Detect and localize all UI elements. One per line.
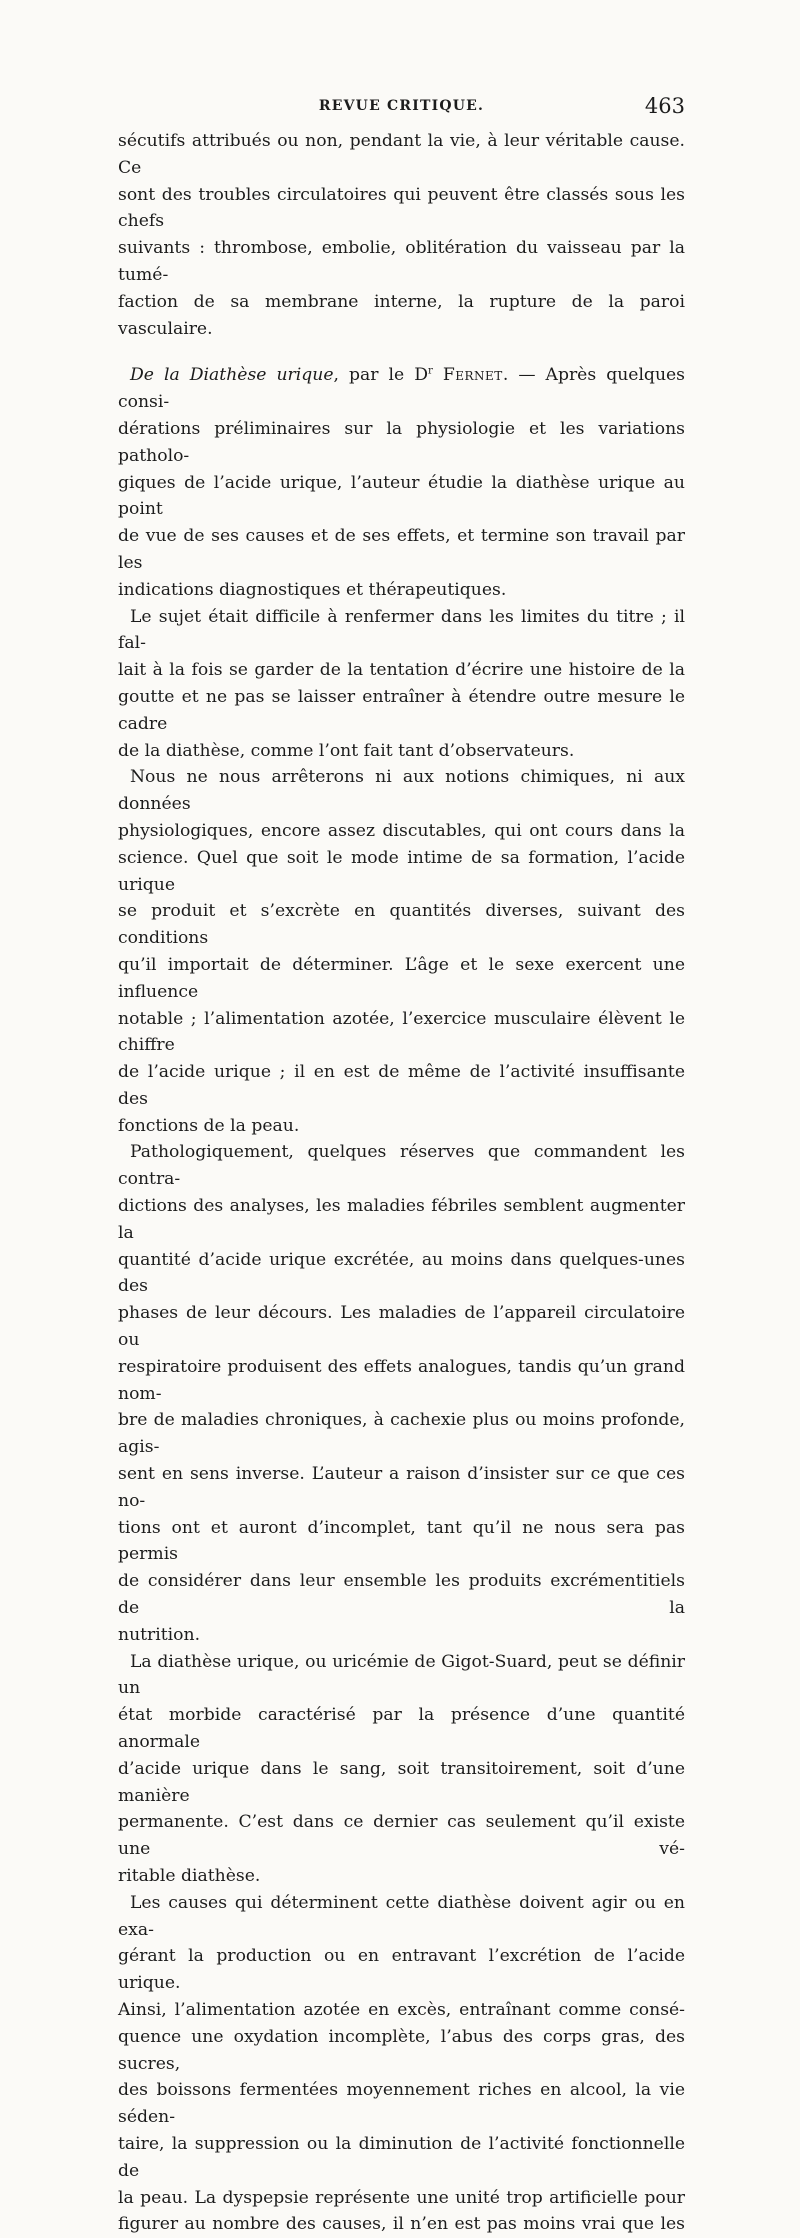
text-line: bre de maladies chroniques, à cachexie plus ou moins profonde, agis- xyxy=(118,1410,685,1458)
text-line: dictions des analyses, les maladies fébriles semblent augmenter la xyxy=(118,1196,685,1243)
text-line: fonctions de la peau. xyxy=(118,1115,300,1136)
text-line: indications diagnostiques et thérapeutiques. xyxy=(118,579,507,600)
running-title: REVUE CRITIQUE. xyxy=(318,98,485,114)
text-line: ritable diathèse. xyxy=(118,1866,261,1886)
text-line: permanente. C’est dans ce dernier cas seulement qu’il existe une vé- xyxy=(118,1812,685,1860)
text-line: d’acide urique dans le sang, soit transitoirement, soit d’une manière xyxy=(118,1758,685,1806)
text-line: état morbide caractérisé par la présence d’une quantité anormale xyxy=(118,1705,685,1753)
text-line: qu’il importait de déterminer. L’âge et le sexe exercent une influence xyxy=(118,954,685,1002)
text-line: de considérer dans leur ensemble les produits excrémentitiels de la xyxy=(118,1571,685,1619)
text-line: Nous ne nous arrêterons ni aux notions chimiques, ni aux données xyxy=(118,767,685,815)
text-line: faction de sa membrane interne, la rupture de la paroi vasculaire. xyxy=(118,291,685,339)
text-line: sont des troubles circulatoires qui peuvent être classés sous les chefs xyxy=(118,184,685,232)
heading-sup: r xyxy=(428,365,433,377)
running-head xyxy=(118,94,685,124)
section-title: De la Diathèse urique xyxy=(130,365,334,386)
author-name: Fernet xyxy=(442,365,503,386)
text-line: Pathologiquement, quelques réserves que commandent les contra- xyxy=(118,1142,685,1190)
heading-rest: . — Après quelques consi- xyxy=(118,365,686,413)
text-line: des boissons fermentées moyennement riches en alcool, la vie séden- xyxy=(118,2080,685,2128)
text-line: la peau. La dyspepsie représente une unité trop artificielle pour xyxy=(118,2187,685,2208)
text-line: Les causes qui déterminent cette diathèse doivent agir ou en exa- xyxy=(118,1892,685,1940)
text-line: nutrition. xyxy=(118,1624,201,1645)
text-line: Le sujet était difficile à renfermer dans les limites du titre ; il fal- xyxy=(118,606,685,654)
text-line: phases de leur décours. Les maladies de l’appareil circulatoire ou xyxy=(118,1303,685,1351)
body-text xyxy=(118,128,685,2238)
text-line: dérations préliminaires sur la physiologie et les variations patholo- xyxy=(118,418,685,466)
text-line: quantité d’acide urique excrétée, au moins dans quelques-unes des xyxy=(118,1249,685,1297)
text-line: de la diathèse, comme l’ont fait tant d’observateurs. xyxy=(118,740,575,761)
text-line: suivants : thrombose, embolie, oblitération du vaisseau par la tumé- xyxy=(118,238,685,285)
text-line: sent en sens inverse. L’auteur a raison d’insister sur ce que ces no- xyxy=(118,1464,685,1511)
text-line: de vue de ses causes et de ses effets, et termine son travail par les xyxy=(118,526,685,573)
section-heading-line xyxy=(118,362,685,416)
text-line: giques de l’acide urique, l’auteur étudie la diathèse urique au point xyxy=(118,472,685,520)
text-line: sécutifs attribués ou non, pendant la vie, à leur véritable cause. Ce xyxy=(118,131,685,178)
heading-text: , par le D xyxy=(333,365,428,386)
text-line: La diathèse urique, ou uricémie de Gigot-Suard, peut se définir un xyxy=(118,1651,685,1699)
page-number: 463 xyxy=(644,94,685,118)
text-line: science. Quel que soit le mode intime de sa formation, l’acide urique xyxy=(118,847,685,895)
text-line: gérant la production ou en entravant l’excrétion de l’acide urique. xyxy=(118,1946,685,1994)
text-line: notable ; l’alimentation azotée, l’exercice musculaire élèvent le chiffre xyxy=(118,1008,685,1056)
text-line: lait à la fois se garder de la tentation d’écrire une histoire de la xyxy=(118,660,685,681)
text-line: tions ont et auront d’incomplet, tant qu’il ne nous sera pas permis xyxy=(118,1517,685,1565)
text-line: goutte et ne pas se laisser entraîner à étendre outre mesure le cadre xyxy=(118,686,685,734)
text-line: figurer au nombre des causes, il n’en est pas moins vrai que les xyxy=(118,2214,685,2235)
text-line: physiologiques, encore assez discutables, qui ont cours dans la xyxy=(118,820,685,841)
text-line: quence une oxydation incomplète, l’abus des corps gras, des sucres, xyxy=(118,2026,685,2074)
text-line: taire, la suppression ou la diminution de l’activité fonctionnelle de xyxy=(118,2133,685,2181)
text-line: de l’acide urique ; il en est de même de l’activité insuffisante des xyxy=(118,1062,685,1109)
text-line: Ainsi, l’alimentation azotée en excès, entraînant comme consé- xyxy=(118,1999,685,2020)
text-line: respiratoire produisent des effets analogues, tandis qu’un grand nom- xyxy=(118,1356,685,1404)
text-line: se produit et s’excrète en quantités diverses, suivant des conditions xyxy=(118,901,685,949)
